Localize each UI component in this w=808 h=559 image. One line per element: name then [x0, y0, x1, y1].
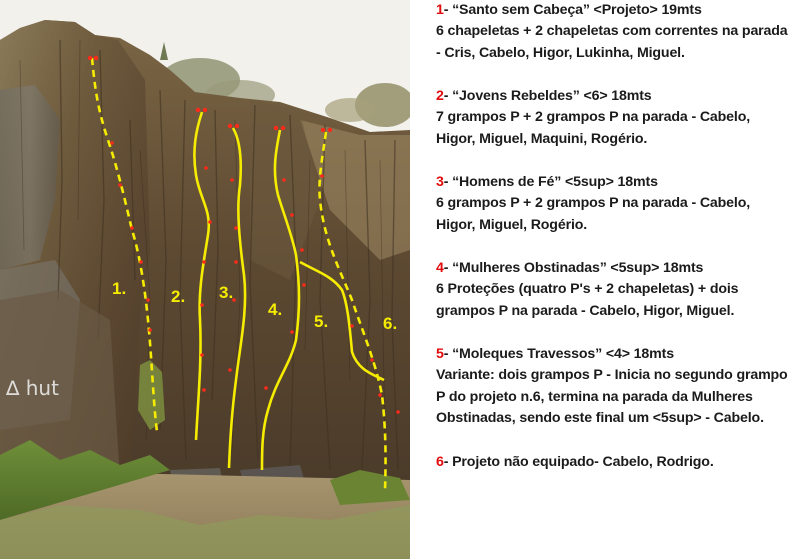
route-entry-2 [436, 86, 808, 150]
route-descriptions [436, 0, 806, 559]
route-number-6: 6 [436, 454, 444, 470]
route-detail-line: grampos P na parada - Cabelo, Higor, Miguel. [436, 302, 735, 319]
route-entry-4 [436, 258, 808, 322]
route-detail-line: P do projeto n.6, termina na parada da Mulheres [436, 388, 753, 405]
route-label-2: 2. [171, 287, 186, 306]
wall-inscription: ∆ hut [6, 376, 59, 400]
route-number-3: 3 [436, 174, 444, 190]
route-label-5: 5. [314, 312, 329, 331]
route-title-2: 2- “Jovens Rebeldes” <6> 18mts [436, 88, 652, 104]
route-number-4: 4 [436, 260, 444, 276]
route-entry-5 [436, 344, 808, 429]
route-title-6: 6- Projeto não equipado- Cabelo, Rodrigo. [436, 454, 714, 470]
route-number-1: 1 [436, 2, 444, 18]
route-title-5: 5- “Moleques Travessos” <4> 18mts [436, 346, 674, 362]
route-detail-line: 6 Proteções (quatro P's + 2 chapeletas) + dois [436, 281, 739, 298]
route-entry-6 [436, 452, 808, 473]
route-entry-3 [436, 172, 808, 236]
route-detail-line: Variante: dois grampos P - Inicia no segundo grampo [436, 367, 788, 384]
route-detail-line: Higor, Miguel, Maquini, Rogério. [436, 130, 648, 147]
route-label-1: 1. [112, 279, 127, 298]
route-label-6: 6. [383, 314, 398, 333]
route-title-3: 3- “Homens de Fé” <5sup> 18mts [436, 174, 658, 190]
route-detail-line: Higor, Miguel, Rogério. [436, 216, 588, 233]
route-title-1: 1- “Santo sem Cabeça” <Projeto> 19mts [436, 2, 702, 18]
route-label-3: 3. [219, 283, 234, 302]
route-label-4: 4. [268, 300, 283, 319]
route-entry-1 [436, 0, 808, 64]
route-title-4: 4- “Mulheres Obstinadas” <5sup> 18mts [436, 260, 704, 276]
route-detail-line: 7 grampos P + 2 grampos P na parada - Cabelo, [436, 109, 751, 126]
route-detail-line: 6 grampos P + 2 grampos P na parada - Cabelo, [436, 195, 751, 212]
route-detail-line: - Cris, Cabelo, Higor, Lukinha, Miguel. [436, 44, 685, 61]
route-detail-line: Obstinadas, sendo este final um <5sup> - Cabelo. [436, 409, 764, 426]
route-number-5: 5 [436, 346, 444, 362]
route-number-2: 2 [436, 88, 444, 104]
route-detail-line: 6 chapeletas + 2 chapeletas com correntes na parada [436, 23, 788, 40]
